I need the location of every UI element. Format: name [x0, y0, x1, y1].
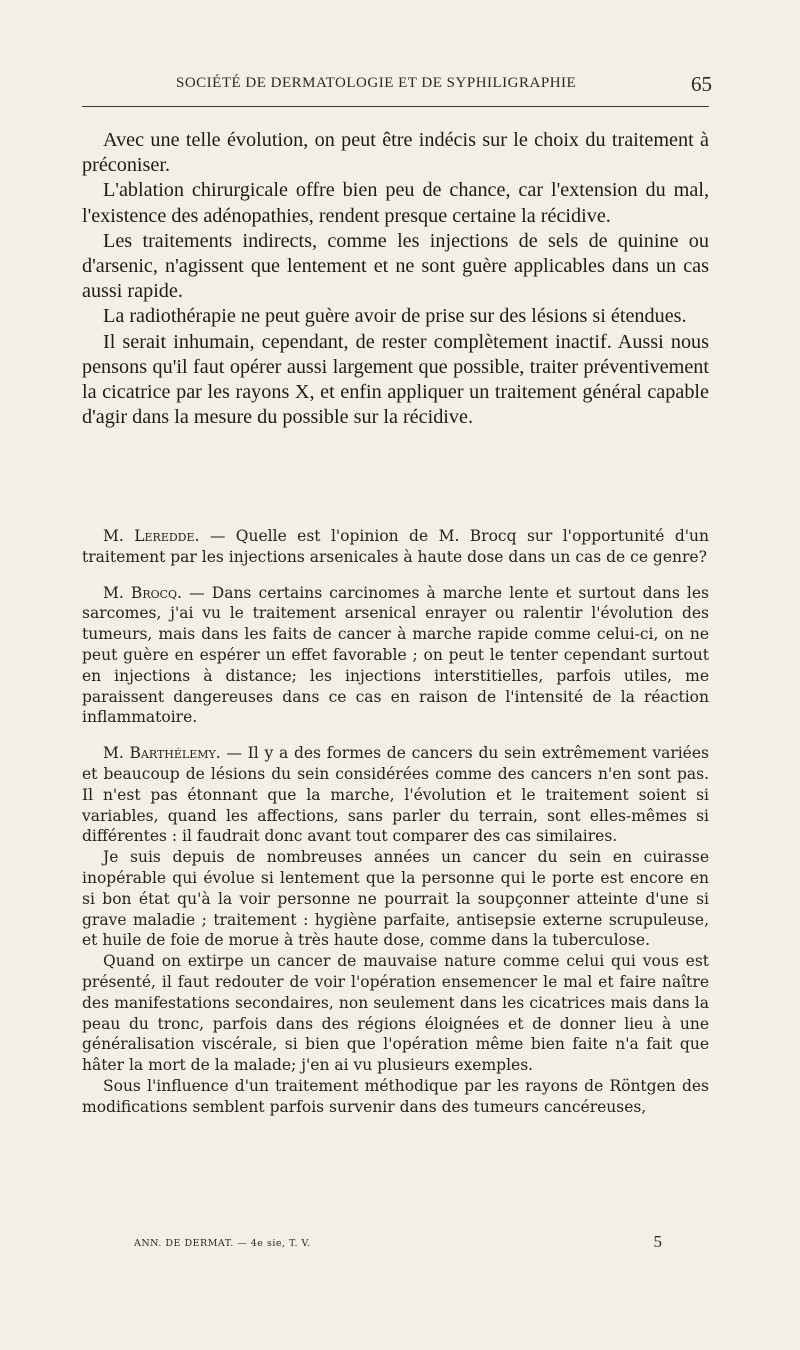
speaker-remark: — Il y a des formes de cancers du sein extrêmement variées et beaucoup de lésions du sein considérées comme des cancers n'en sont pas. Il n'est pas étonnant que la marche, l'évolution et le traitement soient si variables, quand les affections, sans parler du terrain, sont elles-mêmes si différentes : il faudrait donc avant tout comparer des cas similaires.: [82, 744, 709, 846]
page-number: 65: [691, 72, 712, 96]
footer-signature: ANN. DE DERMAT. — 4e sie, T. V.: [134, 1238, 311, 1249]
page-footer: [82, 1232, 662, 1256]
signature-mark: 5: [653, 1232, 662, 1251]
header-rule: [82, 106, 709, 107]
discussion-entry: [82, 526, 709, 568]
discussion-section: [82, 526, 709, 1118]
paragraph: Avec une telle évolution, on peut être indécis sur le choix du traitement à préconiser.: [82, 129, 709, 177]
paragraph: Sous l'influence d'un traitement méthodique par les rayons de Röntgen des modifications semblent parfois survenir dans des tumeurs cancéreuses,: [82, 1076, 709, 1116]
main-text: [82, 128, 709, 430]
paragraph: Quand on extirpe un cancer de mauvaise nature comme celui qui vous est présenté, il faut redouter de voir l'opération ensemencer le mal et faire naître des manifestations secondaires, non seulement dans les cicatrices mais dans la peau du tronc, parfois dans des régions éloignées et de donner lieu à une généralisation viscérale, si bien que l'opération même bien faite n'a fait que hâter la mort de la malade; j'en ai vu plusieurs exemples.: [82, 952, 709, 1075]
paragraph: L'ablation chirurgicale offre bien peu de chance, car l'extension du mal, l'existence des adénopathies, rendent presque certaine la récidive.: [82, 179, 709, 227]
speaker-remark: — Quelle est l'opinion de M. Brocq sur l'opportunité d'un traitement par les injections arsenicales à haute dose dans un cas de ce genre?: [82, 527, 709, 566]
speaker-remark: — Dans certains carcinomes à marche lente et surtout dans les sarcomes, j'ai vu le traitement arsenical enrayer ou ralentir l'évolution des tumeurs, mais dans les faits de cancer à marche rapide comme celui-ci, on ne peut guère en espérer un effet favorable ; on peut le tenter cependant surtout en injections à distance; les injections interstitielles, parfois utiles, me paraissent dangereuses dans ce cas en raison de l'intensité de la réaction inflammatoire.: [82, 583, 710, 727]
discussion-entry: [82, 583, 709, 729]
running-head: [82, 72, 712, 100]
running-title: SOCIÉTÉ DE DERMATOLOGIE ET DE SYPHILIGRAPHIE: [176, 75, 577, 91]
speaker-name: M. Barthélemy.: [103, 744, 221, 763]
paragraph: Il serait inhumain, cependant, de rester complètement inactif. Aussi nous pensons qu'il faut opérer aussi largement que possible, traiter préventivement la cicatrice par les rayons X, et enfin appliquer un traitement général capable d'agir dans la mesure du possible sur la récidive.: [82, 330, 709, 429]
paragraph: Je suis depuis de nombreuses années un cancer du sein en cuirasse inopérable qui évolue si lentement que la personne qui le porte est encore en si bon état qu'à la voir personne ne pourrait la soupçonner atteinte d'une si grave maladie ; traitement : hygiène parfaite, antisepsie externe scrupuleuse, et huile de foie de morue à très haute dose, comme dans la tuberculose.: [82, 848, 709, 950]
paragraph: La radiothérapie ne peut guère avoir de prise sur des lésions si étendues.: [103, 305, 687, 328]
speaker-name: M. Leredde.: [103, 527, 200, 545]
paragraph: Les traitements indirects, comme les injections de sels de quinine ou d'arsenic, n'agissent que lentement et ne sont guère applicables dans un cas aussi rapide.: [82, 229, 709, 303]
speaker-name: M. Brocq.: [103, 583, 182, 602]
discussion-entry: [82, 743, 709, 847]
